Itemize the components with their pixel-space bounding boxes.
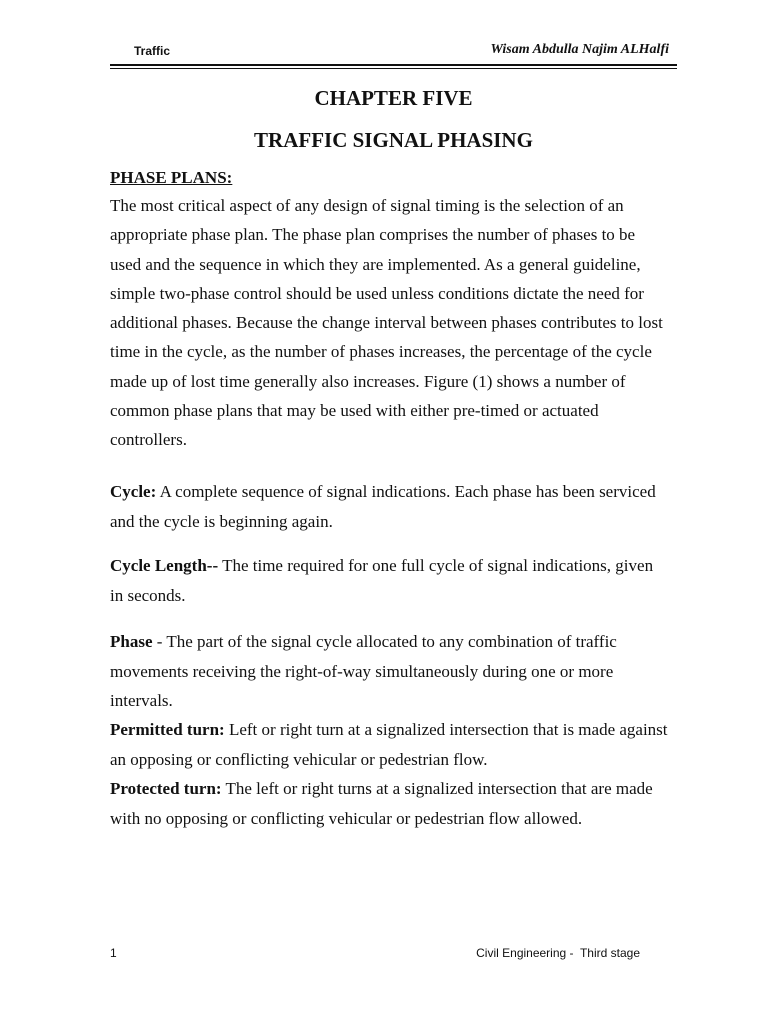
- definition-term: Permitted turn:: [110, 720, 225, 739]
- header-rule-thick: [110, 64, 677, 66]
- phase-plans-section: [110, 168, 670, 455]
- chapter-number-title: CHAPTER FIVE: [314, 86, 473, 110]
- section-paragraph: The most critical aspect of any design of signal timing is the selection of an appropriate phase plan. The phase plan comprises the number of phases to be used and the sequence in which they are implemented. As a general guideline, simple two-phase control should be used unless conditions dictate the need for additional phases. Because the change interval between phases contributes to lost time in the cycle, as the number of phases increases, the percentage of the cycle made up of lost time generally also increases. Figure (1) shows a number of common phase plans that may be used with either pre-timed or actuated controllers.: [110, 196, 663, 450]
- chapter-title: TRAFFIC SIGNAL PHASING: [254, 128, 533, 152]
- definition-term: Phase: [110, 632, 153, 651]
- header-author: Wisam Abdulla Najim ALHalfi: [490, 42, 669, 57]
- page-header: [110, 40, 677, 62]
- definition-protected-turn: [110, 774, 670, 833]
- definition-term: Protected turn:: [110, 779, 222, 798]
- header-subject: Traffic: [134, 44, 171, 58]
- definition-term: Cycle Length--: [110, 556, 219, 575]
- definition-permitted-turn: [110, 715, 670, 774]
- footer-course: Civil Engineering - Third stage: [476, 946, 640, 960]
- definition-cycle: [110, 477, 670, 536]
- section-heading: PHASE PLANS:: [110, 168, 233, 187]
- definition-cycle-length: [110, 551, 670, 610]
- page-number: 1: [110, 946, 117, 960]
- definition-text: The time required for one full cycle of signal indications, given in seconds.: [110, 556, 654, 605]
- definition-text: Left or right turn at a signalized intersection that is made against an opposing or conflicting vehicular or pedestrian flow.: [110, 720, 668, 769]
- definition-phase: [110, 627, 670, 716]
- header-rule-thin: [110, 68, 677, 69]
- definition-term: Cycle:: [110, 482, 157, 501]
- definition-text: - The part of the signal cycle allocated to any combination of traffic movements receiving the right-of-way simultaneously during one or more intervals.: [110, 632, 617, 710]
- definition-text: A complete sequence of signal indications. Each phase has been serviced and the cycle is beginning again.: [110, 482, 656, 531]
- definition-text: The left or right turns at a signalized intersection that are made with no opposing or conflicting vehicular or pedestrian flow allowed.: [110, 779, 653, 828]
